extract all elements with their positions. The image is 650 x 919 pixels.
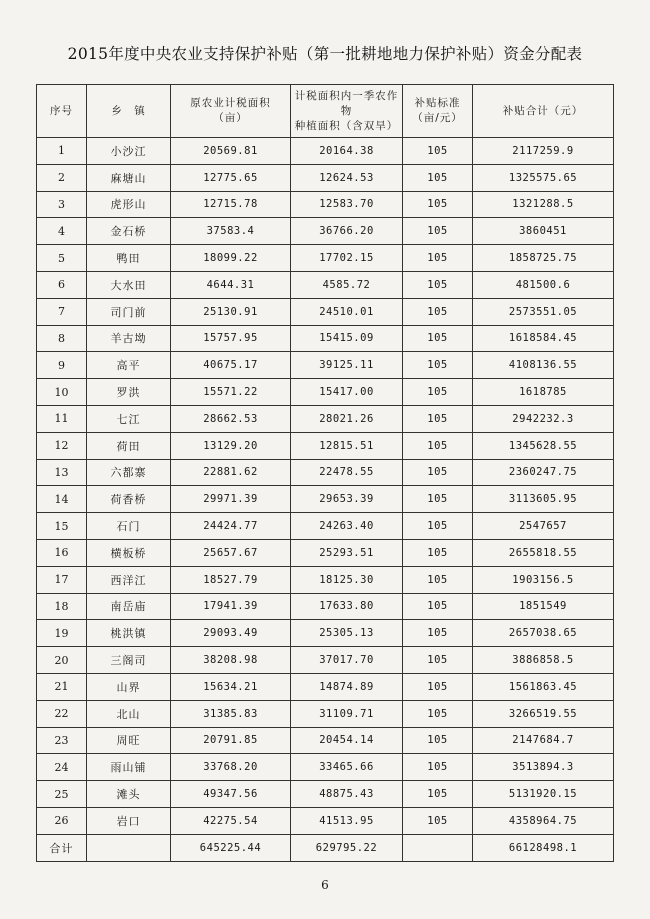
cell-town: 石门 (87, 513, 171, 540)
cell-town: 周旺 (87, 727, 171, 754)
cell-orig-area: 29971.39 (171, 486, 291, 513)
cell-standard: 105 (403, 218, 473, 245)
header-seq: 序号 (37, 85, 87, 138)
cell-total: 3860451 (473, 218, 614, 245)
cell-crop-area: 24263.40 (291, 513, 403, 540)
cell-crop-area: 39125.11 (291, 352, 403, 379)
cell-orig-area: 12715.78 (171, 191, 291, 218)
cell-town: 滩头 (87, 781, 171, 808)
cell-orig-area: 38208.98 (171, 647, 291, 674)
cell-total: 2117259.9 (473, 138, 614, 165)
cell-total: 4108136.55 (473, 352, 614, 379)
cell-standard: 105 (403, 647, 473, 674)
cell-orig-area: 13129.20 (171, 432, 291, 459)
cell-crop-area: 20164.38 (291, 138, 403, 165)
cell-standard: 105 (403, 459, 473, 486)
table-row (37, 513, 614, 540)
cell-orig-area: 40675.17 (171, 352, 291, 379)
table-row (37, 138, 614, 165)
cell-standard: 105 (403, 325, 473, 352)
cell-seq: 12 (37, 432, 87, 459)
cell-crop-area: 4585.72 (291, 271, 403, 298)
cell-seq: 19 (37, 620, 87, 647)
cell-orig-area: 12775.65 (171, 164, 291, 191)
header-crop-area-line1: 计税面积内一季农作物 (294, 89, 399, 117)
header-row (37, 85, 614, 138)
table-row (37, 673, 614, 700)
cell-total: 1858725.75 (473, 245, 614, 272)
cell-seq: 13 (37, 459, 87, 486)
cell-crop-area: 20454.14 (291, 727, 403, 754)
cell-total: 2573551.05 (473, 298, 614, 325)
cell-total: 1321288.5 (473, 191, 614, 218)
cell-crop-area: 33465.66 (291, 754, 403, 781)
table-row (37, 271, 614, 298)
cell-orig-area: 15571.22 (171, 379, 291, 406)
cell-crop-area: 17702.15 (291, 245, 403, 272)
cell-seq: 9 (37, 352, 87, 379)
cell-crop-area: 12624.53 (291, 164, 403, 191)
cell-town: 司门前 (87, 298, 171, 325)
cell-town: 小沙江 (87, 138, 171, 165)
cell-seq: 8 (37, 325, 87, 352)
table-row (37, 379, 614, 406)
cell-orig-area: 20569.81 (171, 138, 291, 165)
cell-seq: 16 (37, 539, 87, 566)
table-row (37, 405, 614, 432)
cell-standard: 105 (403, 432, 473, 459)
table-row (37, 352, 614, 379)
cell-total: 3266519.55 (473, 700, 614, 727)
cell-orig-area: 22881.62 (171, 459, 291, 486)
cell-orig-area: 29093.49 (171, 620, 291, 647)
cell-standard: 105 (403, 379, 473, 406)
cell-orig-area: 37583.4 (171, 218, 291, 245)
cell-total: 5131920.15 (473, 781, 614, 808)
table-row (37, 593, 614, 620)
cell-seq: 23 (37, 727, 87, 754)
summary-crop-area: 629795.22 (291, 834, 403, 861)
cell-orig-area: 28662.53 (171, 405, 291, 432)
header-crop-area (291, 85, 403, 138)
subsidy-table (36, 84, 614, 862)
cell-total: 3113605.95 (473, 486, 614, 513)
cell-orig-area: 15634.21 (171, 673, 291, 700)
table-row (37, 539, 614, 566)
cell-orig-area: 15757.95 (171, 325, 291, 352)
cell-seq: 10 (37, 379, 87, 406)
cell-town: 南岳庙 (87, 593, 171, 620)
cell-total: 2147684.7 (473, 727, 614, 754)
header-crop-area-line2: 种植面积（含双旱） (294, 119, 399, 132)
table-row (37, 245, 614, 272)
cell-standard: 105 (403, 620, 473, 647)
cell-seq: 18 (37, 593, 87, 620)
table-row (37, 325, 614, 352)
cell-town: 鸭田 (87, 245, 171, 272)
summary-orig-area: 645225.44 (171, 834, 291, 861)
cell-total: 2547657 (473, 513, 614, 540)
cell-crop-area: 48875.43 (291, 781, 403, 808)
cell-town: 横板桥 (87, 539, 171, 566)
cell-crop-area: 17633.80 (291, 593, 403, 620)
cell-total: 1325575.65 (473, 164, 614, 191)
cell-crop-area: 28021.26 (291, 405, 403, 432)
cell-town: 七江 (87, 405, 171, 432)
header-orig-area-line1: 原农业计税面积 (190, 97, 271, 109)
cell-seq: 26 (37, 807, 87, 834)
cell-orig-area: 42275.54 (171, 807, 291, 834)
cell-town: 虎形山 (87, 191, 171, 218)
table-row (37, 727, 614, 754)
cell-crop-area: 31109.71 (291, 700, 403, 727)
cell-total: 3886858.5 (473, 647, 614, 674)
summary-row (37, 834, 614, 861)
cell-seq: 25 (37, 781, 87, 808)
cell-standard: 105 (403, 727, 473, 754)
header-standard (403, 85, 473, 138)
cell-town: 大水田 (87, 271, 171, 298)
cell-crop-area: 25305.13 (291, 620, 403, 647)
table-row (37, 191, 614, 218)
cell-seq: 5 (37, 245, 87, 272)
cell-crop-area: 12815.51 (291, 432, 403, 459)
table-row (37, 700, 614, 727)
table-row (37, 807, 614, 834)
cell-orig-area: 31385.83 (171, 700, 291, 727)
cell-total: 2655818.55 (473, 539, 614, 566)
cell-seq: 2 (37, 164, 87, 191)
page-number: 6 (321, 878, 329, 892)
cell-total: 2942232.3 (473, 405, 614, 432)
table-row (37, 647, 614, 674)
cell-total: 4358964.75 (473, 807, 614, 834)
table-row (37, 164, 614, 191)
cell-seq: 7 (37, 298, 87, 325)
cell-standard: 105 (403, 593, 473, 620)
cell-town: 西洋江 (87, 566, 171, 593)
cell-total: 1618584.45 (473, 325, 614, 352)
cell-total: 1903156.5 (473, 566, 614, 593)
cell-town: 罗洪 (87, 379, 171, 406)
cell-town: 雨山铺 (87, 754, 171, 781)
summary-total: 66128498.1 (473, 834, 614, 861)
cell-town: 麻塘山 (87, 164, 171, 191)
cell-orig-area: 49347.56 (171, 781, 291, 808)
cell-total: 1618785 (473, 379, 614, 406)
cell-crop-area: 41513.95 (291, 807, 403, 834)
cell-seq: 17 (37, 566, 87, 593)
cell-town: 岩口 (87, 807, 171, 834)
cell-standard: 105 (403, 539, 473, 566)
cell-standard: 105 (403, 486, 473, 513)
table-row (37, 620, 614, 647)
cell-seq: 22 (37, 700, 87, 727)
cell-standard: 105 (403, 405, 473, 432)
header-standard-line2: （亩/元） (412, 112, 463, 124)
cell-seq: 6 (37, 271, 87, 298)
cell-orig-area: 25657.67 (171, 539, 291, 566)
cell-standard: 105 (403, 298, 473, 325)
table-row (37, 218, 614, 245)
cell-standard: 105 (403, 138, 473, 165)
cell-total: 1345628.55 (473, 432, 614, 459)
cell-crop-area: 15417.00 (291, 379, 403, 406)
cell-town: 桃洪镇 (87, 620, 171, 647)
cell-seq: 21 (37, 673, 87, 700)
cell-total: 3513894.3 (473, 754, 614, 781)
page-title: 2015年度中央农业支持保护补贴（第一批耕地地力保护补贴）资金分配表 (67, 45, 583, 63)
cell-seq: 24 (37, 754, 87, 781)
cell-total: 2657038.65 (473, 620, 614, 647)
header-orig-area-line2: （亩） (213, 112, 248, 124)
cell-standard: 105 (403, 164, 473, 191)
cell-crop-area: 15415.09 (291, 325, 403, 352)
cell-orig-area: 25130.91 (171, 298, 291, 325)
cell-total: 1851549 (473, 593, 614, 620)
cell-total: 481500.6 (473, 271, 614, 298)
cell-seq: 15 (37, 513, 87, 540)
cell-crop-area: 36766.20 (291, 218, 403, 245)
table-row (37, 781, 614, 808)
cell-standard: 105 (403, 700, 473, 727)
summary-town-empty (87, 834, 171, 861)
cell-town: 羊古坳 (87, 325, 171, 352)
cell-orig-area: 18099.22 (171, 245, 291, 272)
summary-label: 合计 (37, 834, 87, 861)
cell-orig-area: 4644.31 (171, 271, 291, 298)
table-row (37, 432, 614, 459)
table-row (37, 486, 614, 513)
cell-crop-area: 29653.39 (291, 486, 403, 513)
cell-standard: 105 (403, 191, 473, 218)
cell-crop-area: 37017.70 (291, 647, 403, 674)
cell-standard: 105 (403, 513, 473, 540)
cell-town: 六都寨 (87, 459, 171, 486)
cell-town: 金石桥 (87, 218, 171, 245)
cell-standard: 105 (403, 566, 473, 593)
header-orig-area (171, 85, 291, 138)
cell-standard: 105 (403, 245, 473, 272)
cell-orig-area: 24424.77 (171, 513, 291, 540)
cell-orig-area: 20791.85 (171, 727, 291, 754)
cell-crop-area: 25293.51 (291, 539, 403, 566)
table-row (37, 459, 614, 486)
header-total: 补贴合计（元） (473, 85, 614, 138)
cell-standard: 105 (403, 352, 473, 379)
cell-crop-area: 14874.89 (291, 673, 403, 700)
table-row (37, 566, 614, 593)
cell-town: 高平 (87, 352, 171, 379)
cell-orig-area: 33768.20 (171, 754, 291, 781)
cell-town: 山界 (87, 673, 171, 700)
cell-orig-area: 17941.39 (171, 593, 291, 620)
cell-crop-area: 24510.01 (291, 298, 403, 325)
cell-standard: 105 (403, 754, 473, 781)
header-standard-line1: 补贴标准 (414, 97, 461, 109)
cell-orig-area: 18527.79 (171, 566, 291, 593)
summary-standard-empty (403, 834, 473, 861)
cell-total: 1561863.45 (473, 673, 614, 700)
table-row (37, 754, 614, 781)
cell-crop-area: 18125.30 (291, 566, 403, 593)
header-town: 乡 镇 (87, 85, 171, 138)
cell-crop-area: 22478.55 (291, 459, 403, 486)
cell-total: 2360247.75 (473, 459, 614, 486)
cell-town: 荷田 (87, 432, 171, 459)
cell-seq: 4 (37, 218, 87, 245)
cell-seq: 1 (37, 138, 87, 165)
cell-standard: 105 (403, 673, 473, 700)
table-row (37, 298, 614, 325)
cell-seq: 20 (37, 647, 87, 674)
cell-crop-area: 12583.70 (291, 191, 403, 218)
cell-seq: 14 (37, 486, 87, 513)
cell-town: 北山 (87, 700, 171, 727)
cell-town: 三阁司 (87, 647, 171, 674)
cell-standard: 105 (403, 781, 473, 808)
cell-standard: 105 (403, 271, 473, 298)
cell-seq: 11 (37, 405, 87, 432)
cell-town: 荷香桥 (87, 486, 171, 513)
cell-seq: 3 (37, 191, 87, 218)
cell-standard: 105 (403, 807, 473, 834)
